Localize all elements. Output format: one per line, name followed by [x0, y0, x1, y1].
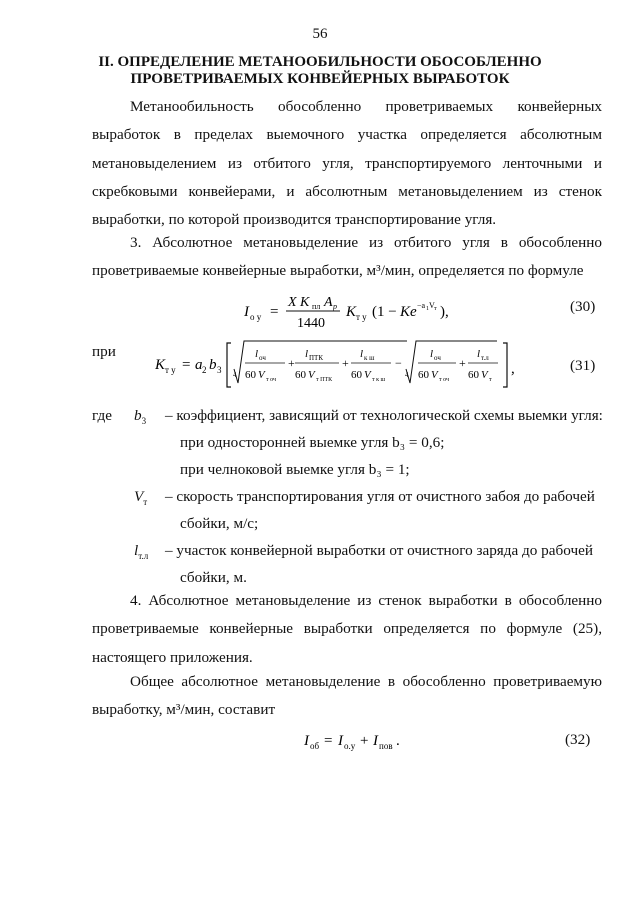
- svg-text:60: 60: [351, 369, 362, 381]
- intro-line-1: Метанообильность обособленно проветриваемых конвейерных: [130, 98, 602, 115]
- intro-paragraph: [92, 93, 602, 234]
- svg-text:т оч: т оч: [439, 377, 449, 383]
- equation-30-number: (30): [570, 298, 596, 315]
- svg-text:оч: оч: [259, 354, 266, 362]
- lt-symbol: $l_{т.л}$: [134, 542, 149, 562]
- svg-text:3: 3: [217, 365, 222, 375]
- intro-line-5: выработки, по которой производится транспортирование угля.: [92, 211, 497, 229]
- svg-text:V: V: [364, 369, 371, 381]
- heading-line-2: ПРОВЕТРИВАЕМЫХ КОНВЕЙЕРНЫХ ВЫРАБОТОК: [130, 71, 510, 87]
- svg-text:+: +: [342, 356, 349, 370]
- lt-definition-line-2: сбойки, м.: [180, 569, 247, 586]
- svg-text:A: A: [324, 295, 333, 310]
- equation-31-closing-bracket: [501, 337, 521, 393]
- section-heading: [60, 54, 580, 88]
- svg-text:=: =: [270, 304, 279, 320]
- svg-text:−: −: [395, 356, 402, 370]
- b3-symbol: $b_3$: [134, 407, 147, 427]
- svg-text:т у: т у: [356, 312, 367, 322]
- page-number: 56: [312, 26, 328, 42]
- svg-text:т ПТК: т ПТК: [316, 377, 333, 383]
- total-line-2: выработку, м³/мин, составит: [92, 701, 276, 719]
- item-4-line-1: 4. Абсолютное метановыделение из стенок выработки в обособленно: [130, 592, 602, 609]
- svg-text:b: b: [209, 357, 217, 373]
- svg-text:.: .: [396, 733, 400, 749]
- svg-text:a: a: [195, 357, 203, 373]
- svg-text:пл: пл: [312, 302, 321, 311]
- svg-text:V: V: [429, 301, 435, 310]
- svg-text:т: т: [434, 306, 437, 312]
- item-4-line-2: проветриваемые конвейерные выработки определяется по формуле (25),: [92, 620, 602, 638]
- where-label: где: [92, 407, 112, 424]
- svg-text:+: +: [360, 733, 369, 749]
- intro-line-2: выработок в пределах выемочного участка определяется абсолютным: [92, 126, 602, 144]
- svg-text:оч: оч: [434, 354, 441, 362]
- b3-definition: – коэффициент, зависящий от технологической схемы выемки угля:: [165, 407, 603, 424]
- svg-text:2: 2: [202, 365, 207, 375]
- svg-text:т: т: [489, 377, 492, 383]
- svg-text:т у: т у: [165, 365, 176, 375]
- svg-text:60: 60: [245, 369, 256, 381]
- svg-text:ПТК: ПТК: [309, 354, 323, 362]
- svg-text:о.у: о.у: [344, 741, 356, 751]
- svg-text:т.л: т.л: [481, 354, 489, 362]
- equation-31-number: (31): [570, 357, 596, 374]
- svg-text:V: V: [308, 369, 315, 381]
- svg-text:K: K: [346, 304, 357, 320]
- svg-text:K: K: [155, 357, 166, 373]
- svg-text:об: об: [310, 741, 320, 751]
- item-4-paragraph: [92, 587, 602, 672]
- svg-text:60: 60: [418, 369, 429, 381]
- svg-text:=: =: [324, 733, 333, 749]
- svg-text:1440: 1440: [297, 316, 325, 331]
- svg-text:l: l: [477, 348, 481, 360]
- item-4-line-3: настоящего приложения.: [92, 648, 253, 666]
- svg-text:l: l: [360, 348, 364, 360]
- svg-text:4: 4: [233, 371, 237, 379]
- svg-text:l: l: [430, 348, 434, 360]
- svg-text:(1 −: (1 −: [372, 304, 397, 320]
- svg-text:V: V: [431, 369, 438, 381]
- equation-32: [300, 725, 420, 755]
- svg-text:I: I: [244, 304, 249, 320]
- svg-text:4: 4: [405, 371, 409, 379]
- vt-definition-line-2: сбойки, м/с;: [180, 515, 259, 532]
- svg-text:l: l: [305, 348, 309, 360]
- svg-text:60: 60: [468, 369, 479, 381]
- intro-line-4: скребковыми конвейерами, и абсолютным метановыделением из стенок: [92, 182, 602, 200]
- b3-case-shuttle: при челноковой выемке угля b₃ = 1;: [180, 461, 410, 478]
- equation-31: [155, 337, 505, 393]
- equation-32-number: (32): [565, 731, 591, 748]
- intro-line-3: метановыделением из отбитого угля, транспортируемого ленточными и: [92, 154, 602, 172]
- svg-text:=: =: [182, 357, 191, 373]
- svg-text:+: +: [459, 356, 466, 370]
- svg-text:Ke: Ke: [400, 304, 417, 320]
- lt-definition-line-1: – участок конвейерной выработки от очистного заряда до рабочей: [165, 542, 593, 559]
- svg-text:,: ,: [511, 361, 515, 377]
- total-paragraph: [92, 668, 602, 725]
- svg-text:l: l: [255, 348, 259, 360]
- svg-text:60: 60: [295, 369, 306, 381]
- total-line-1: Общее абсолютное метановыделение в обособленно проветриваемую: [130, 673, 602, 690]
- vt-definition-line-1: – скорость транспортирования угля от очистного забоя до рабочей: [165, 488, 595, 505]
- vt-symbol: $V_т$: [134, 488, 148, 508]
- equation-31-prefix: при: [92, 343, 116, 360]
- svg-text:1: 1: [426, 306, 429, 312]
- heading-line-1: II. ОПРЕДЕЛЕНИЕ МЕТАНООБИЛЬНОСТИ ОБОСОБЛЕННО: [98, 54, 542, 70]
- item-3-line-1: 3. Абсолютное метановыделение из отбитого угля в обособленно: [130, 234, 602, 251]
- svg-text:−a: −a: [417, 301, 426, 310]
- svg-text:т оч: т оч: [266, 377, 276, 383]
- svg-text:т к ш: т к ш: [372, 377, 386, 383]
- svg-text:р: р: [333, 302, 337, 311]
- svg-text:V: V: [481, 369, 488, 381]
- svg-text:к ш: к ш: [364, 354, 375, 362]
- svg-text:о у: о у: [250, 312, 262, 322]
- svg-text:+: +: [288, 356, 295, 370]
- equation-30: [240, 286, 460, 336]
- svg-text:I: I: [373, 733, 378, 749]
- item-3-line-2: проветриваемые конвейерные выработки, м³/мин, определяется по формуле: [92, 262, 584, 280]
- item-3-paragraph: [92, 229, 602, 286]
- svg-text:I: I: [304, 733, 309, 749]
- svg-text:),: ),: [440, 304, 449, 320]
- svg-text:I: I: [338, 733, 343, 749]
- b3-case-one-sided: при односторонней выемке угля b₃ = 0,6;: [180, 434, 445, 451]
- svg-text:X K: X K: [288, 295, 310, 310]
- svg-text:V: V: [258, 369, 265, 381]
- svg-text:пов: пов: [379, 741, 393, 751]
